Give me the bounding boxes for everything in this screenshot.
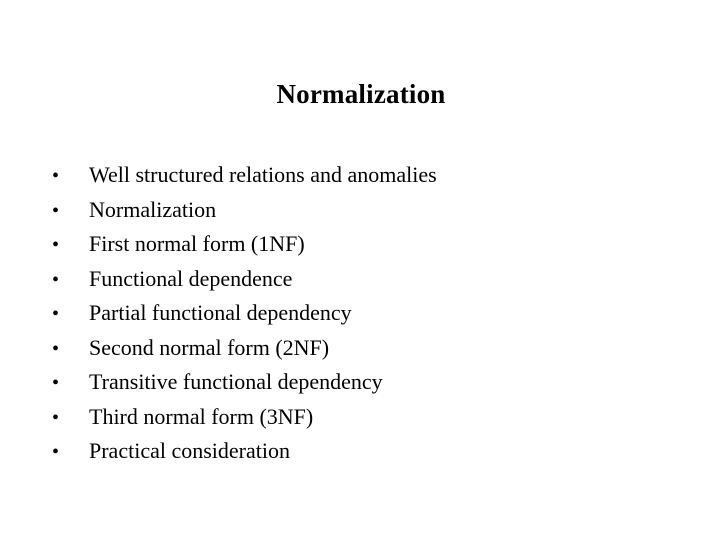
bullet-icon: •: [52, 199, 60, 222]
bullet-icon: •: [52, 337, 60, 360]
list-item-text: Normalization: [89, 196, 217, 222]
list-item-text: Well structured relations and anomalies: [89, 162, 437, 187]
list-item-text: Functional dependence: [89, 265, 293, 291]
list-item-text: Third normal form (3NF): [89, 403, 314, 429]
list-item: [52, 400, 437, 435]
list-item: [52, 227, 437, 262]
list-item-text: Practical consideration: [89, 438, 290, 463]
list-item: [52, 434, 437, 469]
bullet-list: [52, 158, 437, 469]
bullet-icon: •: [52, 372, 60, 394]
list-item: [52, 262, 437, 297]
bullet-icon: •: [52, 303, 60, 325]
list-item: [52, 158, 437, 193]
list-item-text: Second normal form (2NF): [89, 334, 330, 360]
list-item: [52, 365, 437, 400]
list-item: [52, 296, 437, 331]
list-item: [52, 193, 437, 228]
list-item: [52, 331, 437, 366]
list-item-text: Transitive functional dependency: [89, 369, 383, 394]
list-item-text: First normal form (1NF): [89, 231, 305, 256]
bullet-icon: •: [52, 441, 60, 463]
bullet-icon: •: [52, 234, 60, 256]
slide-title: Normalization: [276, 79, 446, 109]
bullet-icon: •: [52, 268, 60, 291]
list-item-text: Partial functional dependency: [89, 300, 352, 325]
bullet-icon: •: [52, 406, 60, 429]
bullet-icon: •: [52, 165, 60, 187]
